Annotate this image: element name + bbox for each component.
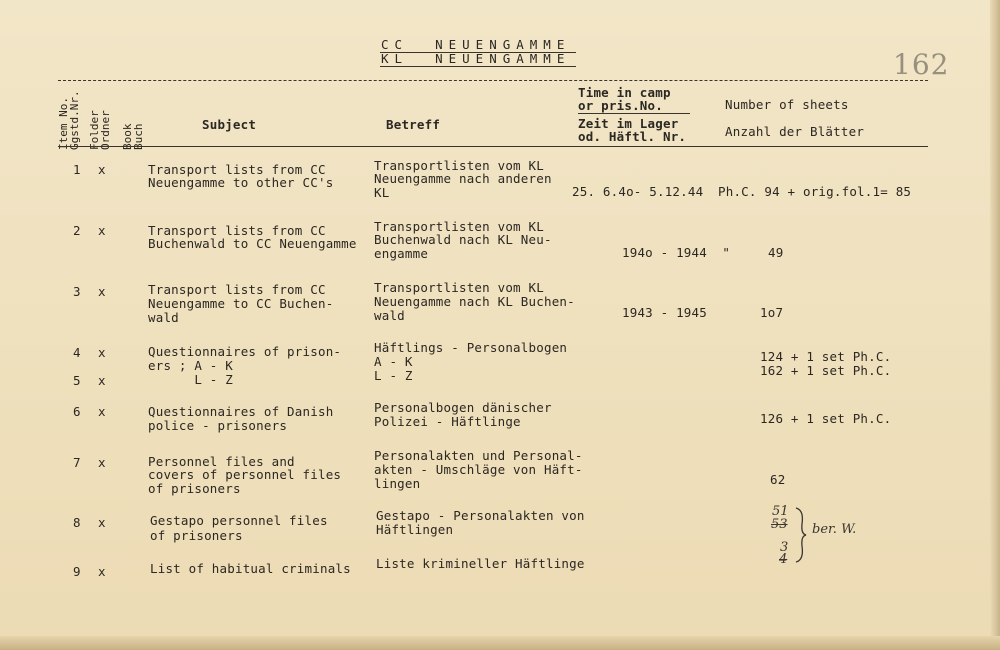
row-7-betreff-3: lingen [374,476,421,491]
row-2-betreff-1: Transportlisten vom KL [374,219,544,234]
row-8-no: 8 [73,515,81,530]
hand-brace-icon [794,506,808,564]
row-3-sheets: 1o7 [760,305,784,320]
row-2-subject-2: Buchenwald to CC Neuengamme [148,236,357,251]
col-sheets-de: Anzahl der Blätter [725,124,865,139]
row-1-folder: x [98,162,106,177]
col-buch: Buch [132,123,145,150]
row-4-betreff-2: A - K [374,354,413,369]
row-4-no: 4 [73,345,81,360]
row-7-no: 7 [73,455,81,470]
card-edge-right [990,0,1000,650]
hand-count-53-struck: 53 [771,517,788,532]
row-7-sheets: 62 [770,472,786,487]
row-6-betreff-1: Personalbogen dänischer [374,400,552,415]
col-ordner: Ordner [99,110,112,150]
row-1-betreff-3: KL [374,185,390,200]
row-5-folder: x [98,373,106,388]
row-3-time: 1943 - 1945 [622,305,707,320]
hand-count-3: 3 [780,540,789,555]
hand-note: ber. W. [812,522,857,537]
title-line-2: KL NEUENGAMME [381,51,571,66]
col-item-no: Item No. [57,97,70,150]
row-9-betreff-1: Liste krimineller Häftlinge [376,556,585,571]
row-2-sheets: 49 [768,245,784,260]
row-1-subject-1: Transport lists from CC [148,162,326,177]
row-2-no: 2 [73,223,81,238]
row-5-no: 5 [73,373,81,388]
row-3-subject-1: Transport lists from CC [148,282,326,297]
row-2-time: 194o - 1944 " [622,245,731,260]
row-6-subject-2: police - prisoners [148,418,288,433]
row-4-betreff-1: Häftlings - Personalbogen [374,340,568,355]
col-ggstd-nr: Ggstd.Nr. [68,90,81,150]
row-9-no: 9 [73,564,81,579]
row-2-betreff-2: Buchenwald nach KL Neu- [374,232,552,247]
row-8-betreff-2: Häftlingen [376,522,454,537]
row-5-sheets: 162 + 1 set Ph.C. [760,363,892,378]
header-top-rule [58,80,928,81]
col-book: Book [121,123,134,150]
row-4-sheets: 124 + 1 set Ph.C. [760,349,892,364]
col-time-underline [578,113,690,114]
row-7-subject-3: of prisoners [148,481,241,496]
row-3-subject-2: Neuengamme to CC Buchen- [148,296,334,311]
row-8-folder: x [98,515,106,530]
header-bottom-rule [58,146,928,147]
row-2-subject-1: Transport lists from CC [148,223,326,238]
row-8-subject-1: Gestapo personnel files [150,513,328,528]
row-9-subject-1: List of habitual criminals [150,561,351,576]
col-time-2: or pris.No. [578,98,663,113]
row-4-folder: x [98,345,106,360]
row-7-betreff-1: Personalakten und Personal- [374,448,583,463]
row-1-subject-2: Neuengamme to other CC's [148,175,334,190]
col-betreff: Betreff [386,117,441,132]
row-1-betreff-1: Transportlisten vom KL [374,158,544,173]
page-number: 162 [893,48,950,81]
row-7-subject-2: covers of personnel files [148,467,342,482]
row-4-subject-2: ers ; A - K [148,358,233,373]
row-6-no: 6 [73,404,81,419]
row-1-no: 1 [73,162,81,177]
row-9-folder: x [98,564,106,579]
row-7-subject-1: Personnel files and [148,454,295,469]
row-3-folder: x [98,284,106,299]
row-1-betreff-2: Neuengamme nach anderen [374,171,552,186]
row-7-betreff-2: akten - Umschläge von Häft- [374,462,583,477]
row-3-no: 3 [73,284,81,299]
row-3-betreff-3: wald [374,308,405,323]
title-underline-2 [380,66,576,67]
row-6-sheets: 126 + 1 set Ph.C. [760,411,892,426]
col-folder: Folder [88,110,101,150]
row-4-subject-1: Questionnaires of prison- [148,344,342,359]
row-2-folder: x [98,223,106,238]
row-4-betreff-3: L - Z [374,368,413,383]
row-2-betreff-3: engamme [374,246,429,261]
col-sheets-en: Number of sheets [725,97,849,112]
card-edge-bottom [0,636,1000,650]
row-1-sheets: Ph.C. 94 + orig.fol.1= 85 [718,184,912,199]
row-3-betreff-2: Neuengamme nach KL Buchen- [374,294,575,309]
row-1-time: 25. 6.4o- 5.12.44 [572,184,704,199]
col-subject: Subject [202,117,257,132]
row-8-subject-2: of prisoners [150,528,243,543]
row-7-folder: x [98,455,106,470]
row-6-folder: x [98,404,106,419]
hand-count-4: 4 [779,552,788,567]
row-6-subject-1: Questionnaires of Danish [148,404,334,419]
row-3-subject-3: wald [148,310,179,325]
col-time-1: Time in camp [578,85,671,100]
row-8-betreff-1: Gestapo - Personalakten von [376,508,585,523]
col-zeit-2: od. Häftl. Nr. [578,129,687,144]
row-3-betreff-1: Transportlisten vom KL [374,280,544,295]
row-4-subject-3: L - Z [148,372,233,387]
col-zeit-1: Zeit im Lager [578,116,679,131]
row-6-betreff-2: Polizei - Häftlinge [374,414,521,429]
title-line-1: CC NEUENGAMME [381,37,571,52]
hand-count-51: 51 [772,504,789,519]
